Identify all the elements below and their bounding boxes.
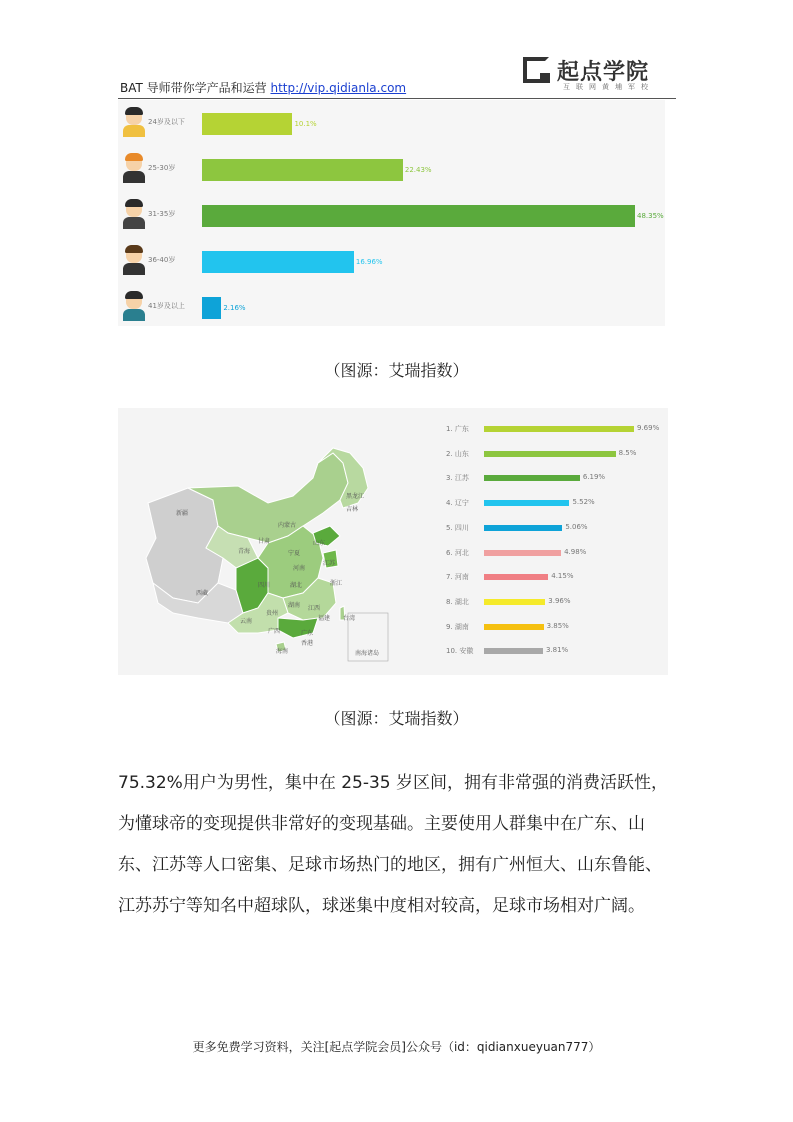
- map-label: 西藏: [196, 590, 209, 597]
- province-bar: [484, 475, 580, 481]
- logo: [523, 55, 673, 93]
- province-bar: [484, 648, 543, 654]
- avatar-icon: [123, 245, 145, 275]
- province-label: 10. 安徽: [446, 647, 474, 656]
- map-label: 广西: [268, 628, 281, 635]
- province-label: 3. 江苏: [446, 474, 469, 483]
- age-value-label: 48.35%: [637, 212, 664, 220]
- header-slogan: BAT 导师带你学产品和运营: [120, 81, 267, 95]
- age-value-label: 10.1%: [294, 120, 317, 128]
- header-link[interactable]: http://vip.qidianla.com: [270, 81, 407, 95]
- map-label: 四川: [258, 582, 271, 589]
- map-label: 海南: [276, 648, 289, 655]
- map-label: 台湾: [343, 615, 356, 622]
- age-bar: [202, 251, 354, 273]
- province-bar: [484, 426, 634, 432]
- province-bar: [484, 624, 544, 630]
- province-row: [438, 567, 668, 587]
- age-bar: [202, 159, 403, 181]
- map-label: 江苏: [323, 560, 336, 567]
- province-value-label: 4.98%: [564, 547, 587, 556]
- province-value-label: 9.69%: [637, 424, 660, 432]
- province-bar: [484, 550, 561, 556]
- age-label: 25-30岁: [148, 164, 176, 172]
- map-label: 宁夏: [288, 550, 301, 557]
- province-distribution-chart: [118, 408, 668, 675]
- map-label: 湖南: [288, 602, 301, 609]
- province-row: [438, 518, 668, 538]
- map-label: 内蒙古: [278, 522, 297, 529]
- caption-province-chart: （图源：艾瑞指数）: [324, 709, 469, 728]
- map-label: 贵州: [266, 610, 279, 617]
- age-value-label: 22.43%: [404, 166, 432, 174]
- avatar-icon: [123, 291, 145, 321]
- body-paragraph: 75.32%用户为男性，集中在 25-35 岁区间，拥有非常强的消费活跃性，为懂球帝的变现提供非常好的变现基础。主要使用人群集中在广东、山东、江苏等人口密集、足球市场热门的地区，拥有广州恒大、山东鲁能、江苏苏宁等知名中超球队，球迷集中度相对较高，足球市场相对广阔。: [118, 773, 669, 916]
- province-label: 9. 湖南: [446, 622, 469, 631]
- province-bar: [484, 451, 616, 457]
- province-value-label: 4.15%: [551, 572, 574, 581]
- province-value-label: 3.81%: [545, 646, 569, 655]
- age-label: 31-35岁: [148, 210, 176, 218]
- province-value-label: 6.19%: [582, 473, 606, 482]
- age-label: 36-40岁: [148, 256, 176, 264]
- map-label: 吉林: [346, 506, 359, 513]
- province-row: [438, 493, 668, 513]
- map-label: 福建: [318, 615, 331, 622]
- avatar-icon: [123, 153, 145, 183]
- map-label: 云南: [240, 618, 253, 625]
- age-row: [118, 103, 665, 143]
- province-bar: [484, 574, 548, 580]
- logo-name: 起点学院: [557, 60, 650, 85]
- avatar-icon: [123, 199, 145, 229]
- province-label: 1. 广东: [446, 425, 469, 433]
- age-row: [118, 149, 665, 189]
- page-footer: 更多免费学习资料，关注[起点学院会员]公众号（id：qidianxueyuan777）: [192, 1040, 601, 1054]
- province-value-label: 5.06%: [565, 522, 588, 531]
- logo-subtitle: 互联网黄埔军校: [563, 83, 654, 91]
- map-label: 南海诸岛: [355, 650, 380, 657]
- province-row: [438, 468, 668, 488]
- map-label: 香港: [301, 640, 314, 647]
- age-value-label: 16.96%: [355, 258, 383, 266]
- province-label: 7. 河南: [446, 573, 469, 582]
- province-row: [438, 419, 668, 439]
- province-row: [438, 641, 668, 661]
- page-header: [118, 0, 676, 99]
- province-value-label: 5.52%: [572, 498, 595, 507]
- map-label: 广东: [301, 630, 314, 637]
- province-value-label: 8.5%: [618, 448, 637, 457]
- caption-age-chart: （图源：艾瑞指数）: [324, 361, 469, 380]
- province-row: [438, 617, 668, 637]
- province-label: 2. 山东: [446, 449, 469, 458]
- age-value-label: 2.16%: [223, 304, 246, 312]
- map-label: 新疆: [176, 510, 189, 517]
- age-bar: [202, 205, 635, 227]
- age-row: [118, 287, 665, 327]
- age-bar: [202, 297, 221, 319]
- header-text: [120, 79, 406, 96]
- province-row: [438, 592, 668, 612]
- map-label: 江西: [308, 605, 321, 612]
- province-label: 5. 四川: [446, 523, 469, 532]
- age-distribution-chart: [118, 100, 665, 326]
- age-label: 41岁及以上: [148, 302, 185, 310]
- province-bar: [484, 500, 569, 506]
- map-label: 黑龙江: [346, 493, 365, 500]
- province-label: 8. 湖北: [446, 597, 469, 606]
- province-label: 6. 河北: [446, 548, 469, 557]
- map-label: 河南: [293, 565, 306, 572]
- age-row: [118, 241, 665, 281]
- age-bar: [202, 113, 292, 135]
- map-label: 湖北: [290, 582, 303, 589]
- age-row: [118, 195, 665, 235]
- map-label: 浙江: [330, 580, 343, 587]
- province-value-label: 3.96%: [548, 596, 571, 605]
- age-label: 24岁及以下: [148, 118, 185, 126]
- map-label: 青海: [238, 548, 251, 555]
- avatar-icon: [123, 107, 145, 137]
- province-bar: [484, 599, 545, 605]
- map-label: 甘肃: [258, 538, 271, 545]
- province-row: [438, 543, 668, 563]
- map-label: 山东: [313, 540, 326, 547]
- province-row: [438, 444, 668, 464]
- province-label: 4. 辽宁: [446, 499, 469, 508]
- province-value-label: 3.85%: [546, 621, 569, 630]
- province-bar: [484, 525, 562, 531]
